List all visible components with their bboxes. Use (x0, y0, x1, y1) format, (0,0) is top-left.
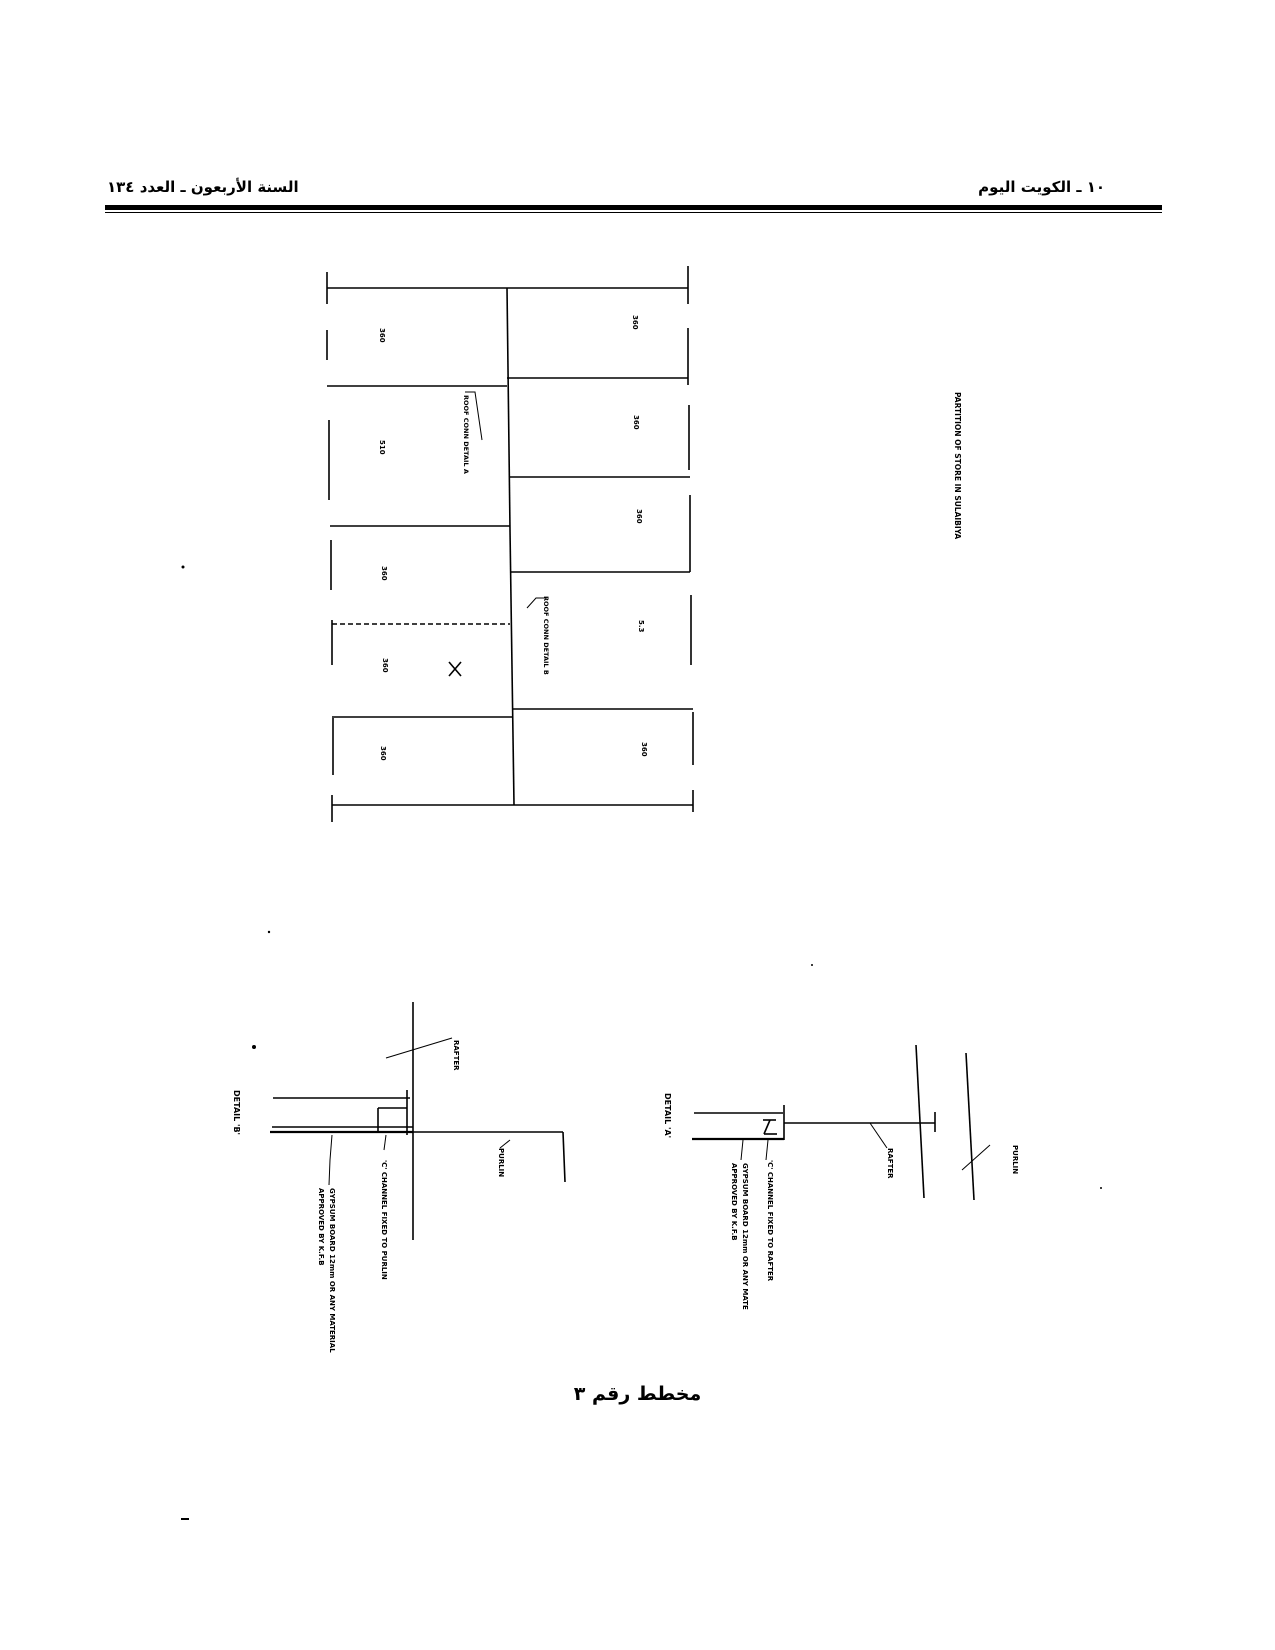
detail-b-channel-label: 'C' CHANNEL FIXED TO PURLIN (380, 1160, 388, 1280)
detail-a-rafter-label: RAFTER (886, 1148, 894, 1179)
right-room-label-3: 360 (635, 509, 643, 524)
detail-b-title: DETAIL 'B' (232, 1090, 241, 1135)
right-room-label-2: 360 (632, 415, 640, 430)
issue-info: السنة الأربعون ـ العدد ١٣٤ (107, 178, 299, 196)
floor-plan (327, 266, 693, 822)
detail-b-purlin-label: PURLIN (497, 1148, 505, 1178)
figure-caption: مخطط رقم ٣ (573, 1383, 702, 1405)
detail-b-rafter-label: RAFTER (452, 1040, 460, 1071)
left-room-label-5: 360 (379, 746, 387, 761)
plan-title: PARTITION OF STORE IN SULAIBIYA (953, 392, 962, 540)
plan-labels (378, 315, 962, 761)
left-room-label-2: 510 (378, 440, 386, 455)
detail-b-gypsum-line1: GYPSUM BOARD 12mm OR ANY MATERIAL (328, 1188, 336, 1353)
right-room-label-1: 360 (631, 315, 639, 330)
detail-a-gypsum-line1: GYPSUM BOARD 12mm OR ANY MATE (741, 1163, 749, 1310)
right-room-label-4: 5.3 (637, 620, 645, 633)
callout-detail-b: ROOF CONN DETAIL B (542, 596, 550, 675)
left-room-label-4: 360 (381, 658, 389, 673)
callout-detail-a: ROOF CONN DETAIL A (462, 395, 470, 474)
detail-a-purlin-label: PURLIN (1011, 1145, 1019, 1175)
detail-b-gypsum-line2: APPROVED BY K.F.B (317, 1188, 325, 1266)
left-room-label-1: 360 (378, 328, 386, 343)
detail-a-channel-label: 'C' CHANNEL FIXED TO RAFTER (766, 1160, 774, 1282)
left-room-label-3: 360 (380, 566, 388, 581)
detail-a-gypsum-line2: APPROVED BY K.F.B (730, 1163, 738, 1241)
right-room-label-5: 360 (640, 742, 648, 757)
detail-b-labels (232, 1040, 505, 1353)
detail-a-title: DETAIL 'A' (663, 1093, 672, 1139)
page-title: ١٠ ـ الكويت اليوم (978, 178, 1105, 196)
detail-a-labels (663, 1093, 1019, 1310)
detail-b-drawing (270, 1002, 565, 1240)
